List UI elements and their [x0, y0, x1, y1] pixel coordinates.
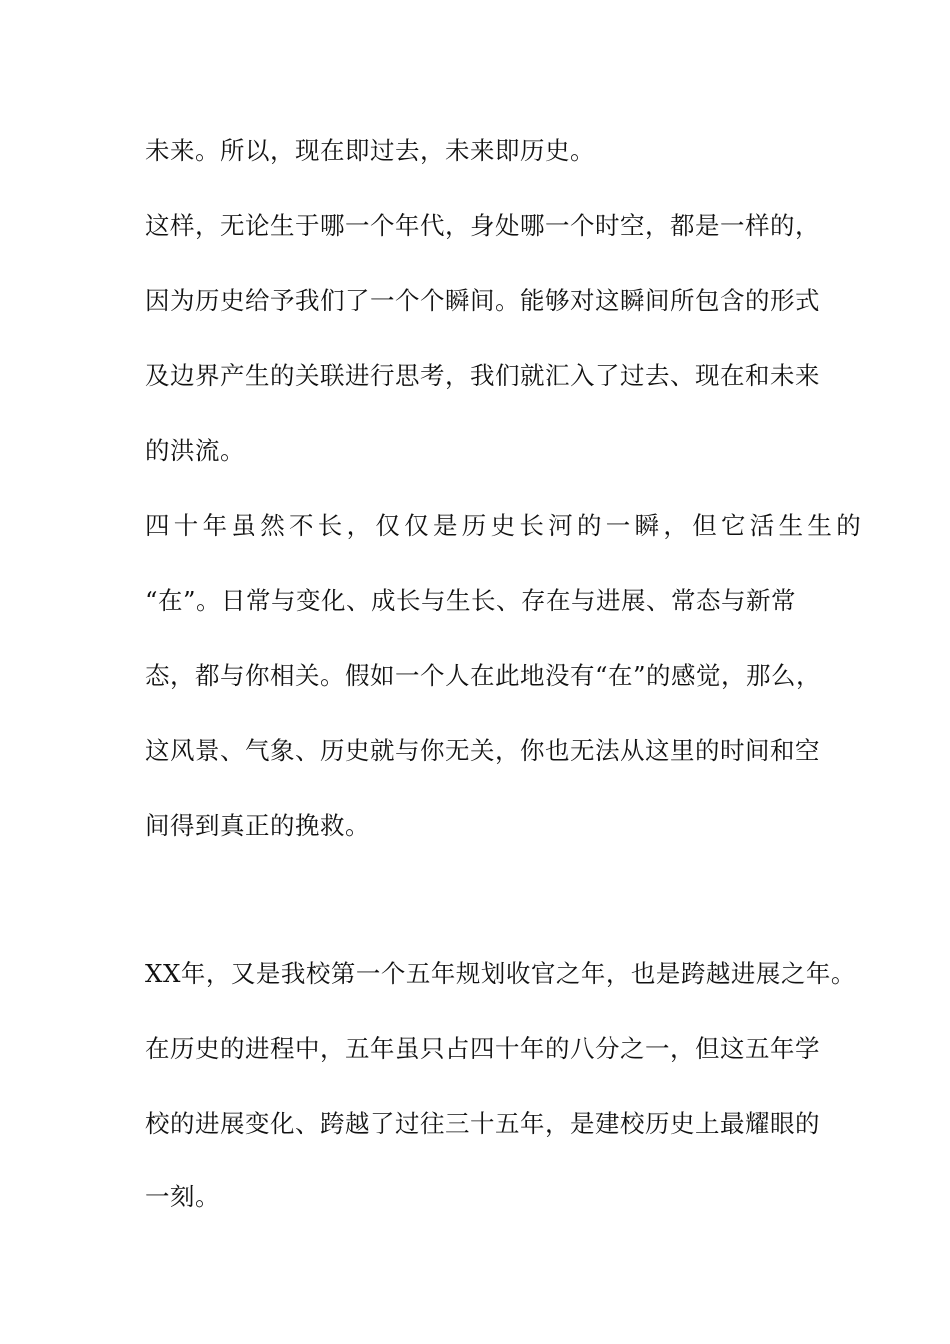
- text-line: 态，都与你相关。假如一个人在此地没有“在”的感觉，那么，: [145, 661, 822, 690]
- text-line: 间得到真正的挽救。: [145, 811, 370, 840]
- text-line: 这样，无论生于哪一个年代，身处哪一个时空，都是一样的，: [145, 211, 820, 240]
- text-line: 一刻。: [145, 1182, 220, 1211]
- text-line: XX年，又是我校第一个五年规划收官之年，也是跨越进展之年。: [145, 959, 856, 988]
- text-line: 的洪流。: [145, 436, 245, 465]
- text-line: 在历史的进程中，五年虽只占四十年的八分之一，但这五年学: [145, 1034, 820, 1063]
- text-line: 及边界产生的关联进行思考，我们就汇入了过去、现在和未来: [145, 361, 820, 390]
- text-line: 因为历史给予我们了一个个瞬间。能够对这瞬间所包含的形式: [145, 286, 820, 315]
- text-line: 四十年虽然不长，仅仅是历史长河的一瞬，但它活生生的: [145, 511, 865, 540]
- text-line: 这风景、气象、历史就与你无关，你也无法从这里的时间和空: [145, 736, 820, 765]
- text-line: “在”。日常与变化、成长与生长、存在与进展、常态与新常: [145, 586, 797, 615]
- text-line: 校的进展变化、跨越了过往三十五年，是建校历史上最耀眼的: [145, 1109, 820, 1138]
- text-line: 未来。所以，现在即过去，未来即历史。: [145, 136, 595, 165]
